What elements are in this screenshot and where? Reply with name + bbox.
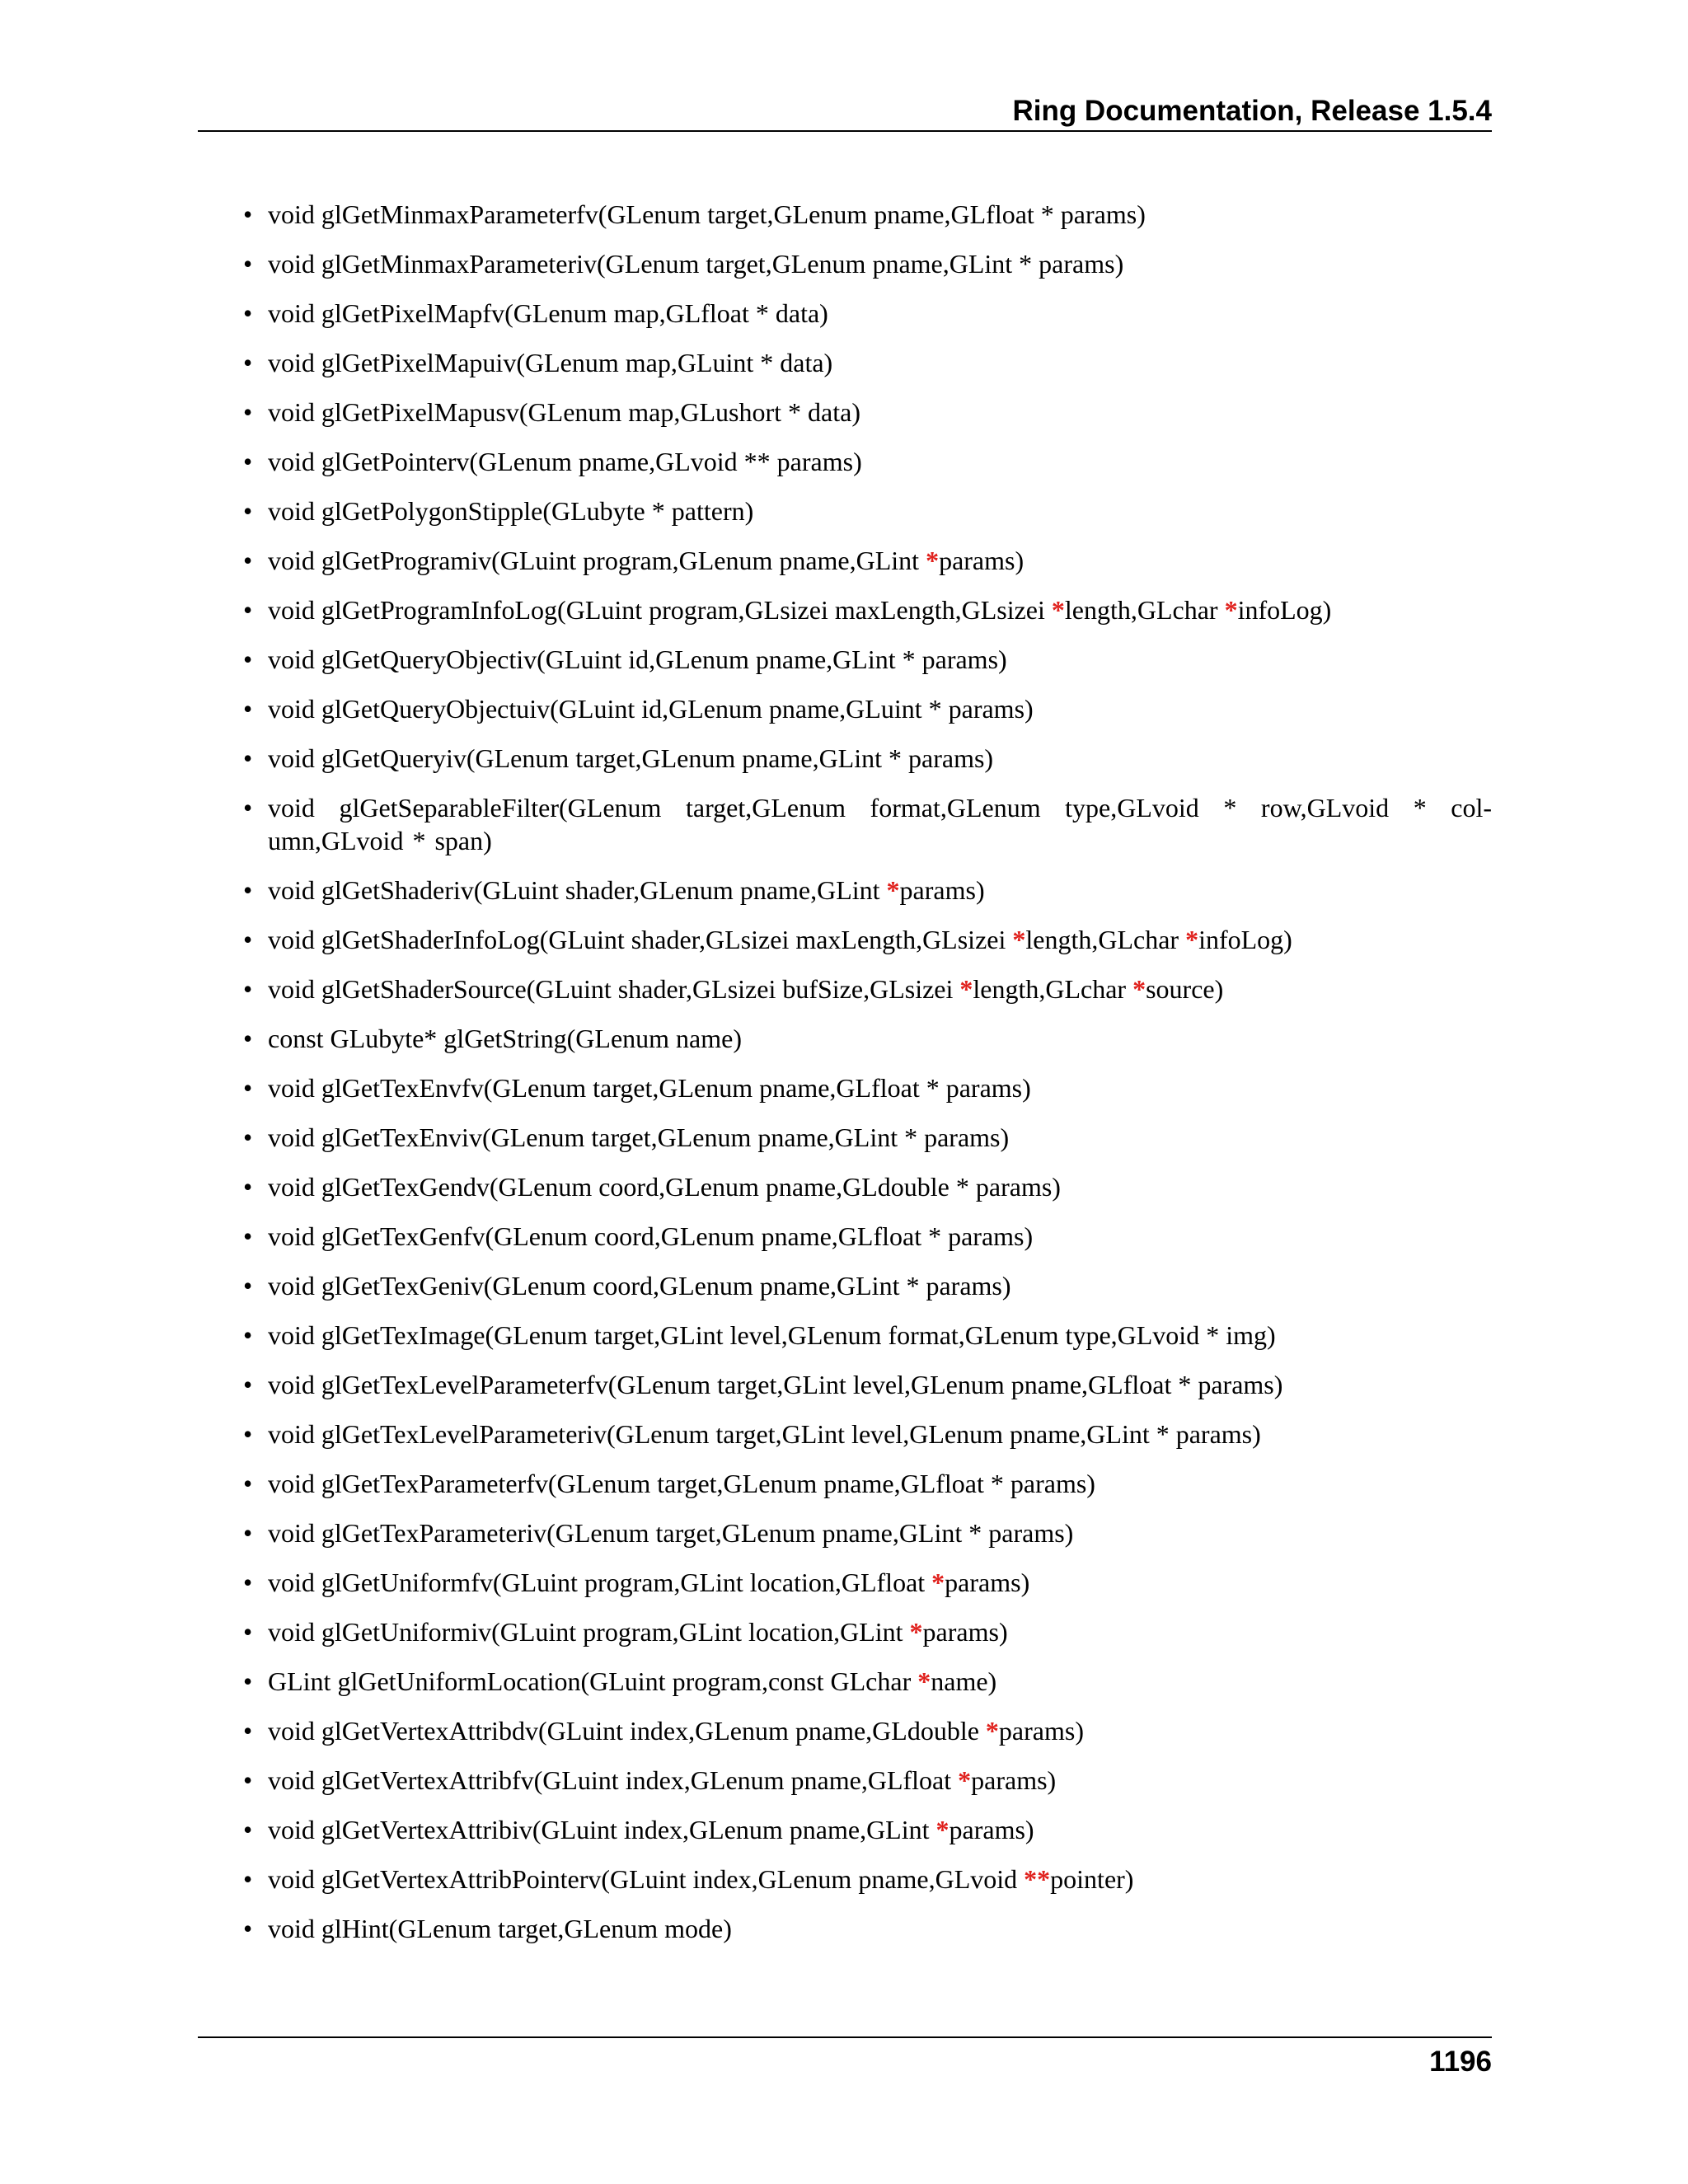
signature-text: void glGetTexGendv(GLenum coord,GLenum pname,GLdouble * params) (268, 1172, 1061, 1202)
pointer-asterisk: * (959, 974, 973, 1004)
pointer-asterisk: * (985, 1716, 999, 1746)
signature-text: void glGetPixelMapusv(GLenum map,GLushort * data) (268, 397, 860, 427)
function-signature-item (243, 692, 1492, 725)
signature-text: void glGetPixelMapuiv(GLenum map,GLuint * data) (268, 348, 833, 377)
signature-text: params) (899, 875, 985, 905)
function-signature-item (243, 445, 1492, 478)
function-signature-item (243, 1121, 1492, 1154)
function-signature-item (243, 1170, 1492, 1203)
signature-text: void glGetVertexAttribPointerv(GLuint index,GLenum pname,GLvoid (268, 1864, 1025, 1894)
function-signature-item (243, 1071, 1492, 1104)
signature-text: length,GLchar (973, 974, 1133, 1004)
signature-text: void glGetSeparableFilter(GLenum target,GLenum format,GLenum type,GLvoid * row,GLvoid * col- umn,GLvoid * span) (268, 793, 1492, 855)
pointer-asterisk: * (1012, 925, 1026, 954)
function-signature-item (243, 346, 1492, 379)
function-signature-item (243, 874, 1492, 907)
function-signature-item (243, 1368, 1492, 1401)
signature-text: params) (998, 1716, 1084, 1746)
signature-text: void glGetTexLevelParameterfv(GLenum target,GLint level,GLenum pname,GLfloat * params) (268, 1370, 1283, 1399)
signature-text: name) (931, 1666, 997, 1696)
pointer-asterisk: ** (1024, 1864, 1051, 1894)
signature-text: params) (922, 1617, 1008, 1647)
function-signature-item (243, 544, 1492, 577)
signature-text: void glGetShaderInfoLog(GLuint shader,GLsizei maxLength,GLsizei (268, 925, 1013, 954)
signature-text: void glGetShaderiv(GLuint shader,GLenum pname,GLint (268, 875, 887, 905)
pointer-asterisk: * (886, 875, 900, 905)
function-signature-item (243, 198, 1492, 231)
signature-text: void glGetPolygonStipple(GLubyte * pattern) (268, 496, 754, 526)
signature-text: void glGetTexGenfv(GLenum coord,GLenum pname,GLfloat * params) (268, 1221, 1034, 1251)
signature-text: params) (945, 1568, 1030, 1597)
pointer-asterisk: * (1224, 595, 1238, 625)
function-signature-item (243, 1714, 1492, 1747)
signature-text: void glGetPointerv(GLenum pname,GLvoid ** params) (268, 447, 862, 476)
signature-text: void glGetTexParameterfv(GLenum target,GLenum pname,GLfloat * params) (268, 1469, 1095, 1498)
signature-text: void glGetVertexAttribfv(GLuint index,GLenum pname,GLfloat (268, 1765, 959, 1795)
signature-text: const GLubyte* glGetString(GLenum name) (268, 1024, 742, 1053)
function-signature-item (243, 1220, 1492, 1253)
signature-text: void glGetShaderSource(GLuint shader,GLsizei bufSize,GLsizei (268, 974, 960, 1004)
pointer-asterisk: * (909, 1617, 923, 1647)
signature-text: void glHint(GLenum target,GLenum mode) (268, 1914, 732, 1943)
signature-text: params) (949, 1815, 1034, 1844)
function-signature-item (243, 1665, 1492, 1698)
function-signature-item (243, 494, 1492, 527)
pointer-asterisk: * (935, 1815, 950, 1844)
function-signature-item (243, 297, 1492, 330)
pointer-asterisk: * (1185, 925, 1199, 954)
signature-text: void glGetTexParameteriv(GLenum target,GLenum pname,GLint * params) (268, 1518, 1074, 1548)
signature-text: void glGetUniformiv(GLuint program,GLint location,GLint (268, 1617, 910, 1647)
function-signature-item (243, 791, 1492, 857)
header-divider (198, 130, 1492, 132)
function-signature-item (243, 1269, 1492, 1302)
function-signature-item (243, 1467, 1492, 1500)
signature-text: void glGetProgramInfoLog(GLuint program,GLsizei maxLength,GLsizei (268, 595, 1052, 625)
function-signature-item (243, 1863, 1492, 1896)
function-signature-item (243, 972, 1492, 1005)
signature-text: void glGetPixelMapfv(GLenum map,GLfloat * data) (268, 298, 828, 328)
signature-text: void glGetVertexAttribdv(GLuint index,GLenum pname,GLdouble (268, 1716, 986, 1746)
function-signature-item (243, 247, 1492, 280)
function-signature-item (243, 1516, 1492, 1549)
signature-text: void glGetVertexAttribiv(GLuint index,GLenum pname,GLint (268, 1815, 936, 1844)
signature-text: source) (1146, 974, 1224, 1004)
function-signature-item (243, 1912, 1492, 1945)
signature-text: void glGetUniformfv(GLuint program,GLint location,GLfloat (268, 1568, 932, 1597)
function-signature-item (243, 396, 1492, 429)
pointer-asterisk: * (1132, 974, 1146, 1004)
function-signature-item (243, 1022, 1492, 1055)
function-signature-item (243, 593, 1492, 626)
signature-text: void glGetQueryiv(GLenum target,GLenum pname,GLint * params) (268, 743, 994, 773)
function-signature-item (243, 643, 1492, 676)
header-title: Ring Documentation, Release 1.5.4 (1012, 95, 1492, 127)
function-signature-list (243, 198, 1492, 1961)
page-number: 1196 (1429, 2046, 1492, 2078)
function-signature-item (243, 1615, 1492, 1648)
signature-text: void glGetQueryObjectiv(GLuint id,GLenum pname,GLint * params) (268, 644, 1007, 674)
pointer-asterisk: * (931, 1568, 945, 1597)
function-signature-item (243, 1566, 1492, 1599)
signature-text: void glGetMinmaxParameterfv(GLenum target,GLenum pname,GLfloat * params) (268, 199, 1146, 229)
signature-text: params) (939, 546, 1025, 575)
footer-divider (198, 2036, 1492, 2038)
pointer-asterisk: * (917, 1666, 931, 1696)
signature-text: void glGetTexGeniv(GLenum coord,GLenum pname,GLint * params) (268, 1271, 1011, 1301)
signature-text: void glGetTexEnviv(GLenum target,GLenum pname,GLint * params) (268, 1122, 1010, 1152)
function-signature-item (243, 1764, 1492, 1797)
signature-text: void glGetTexLevelParameteriv(GLenum target,GLint level,GLenum pname,GLint * params) (268, 1419, 1261, 1449)
function-signature-item (243, 1319, 1492, 1352)
signature-text: params) (971, 1765, 1057, 1795)
function-signature-item (243, 1418, 1492, 1451)
signature-text: length,GLchar (1025, 925, 1186, 954)
signature-text: void glGetTexEnvfv(GLenum target,GLenum pname,GLfloat * params) (268, 1073, 1031, 1103)
signature-text: void glGetProgramiv(GLuint program,GLenum pname,GLint (268, 546, 926, 575)
signature-text: GLint glGetUniformLocation(GLuint program,const GLchar (268, 1666, 918, 1696)
pointer-asterisk: * (958, 1765, 972, 1795)
signature-text: length,GLchar (1064, 595, 1225, 625)
signature-text: infoLog) (1198, 925, 1292, 954)
signature-text: pointer) (1050, 1864, 1134, 1894)
signature-text: void glGetMinmaxParameteriv(GLenum target,GLenum pname,GLint * params) (268, 249, 1124, 279)
function-signature-item (243, 1813, 1492, 1846)
signature-text: void glGetTexImage(GLenum target,GLint level,GLenum format,GLenum type,GLvoid * img) (268, 1320, 1276, 1350)
signature-text: void glGetQueryObjectuiv(GLuint id,GLenum pname,GLuint * params) (268, 694, 1034, 724)
signature-text: infoLog) (1237, 595, 1332, 625)
pointer-asterisk: * (926, 546, 940, 575)
function-signature-item (243, 923, 1492, 956)
pointer-asterisk: * (1051, 595, 1065, 625)
function-signature-item (243, 742, 1492, 775)
